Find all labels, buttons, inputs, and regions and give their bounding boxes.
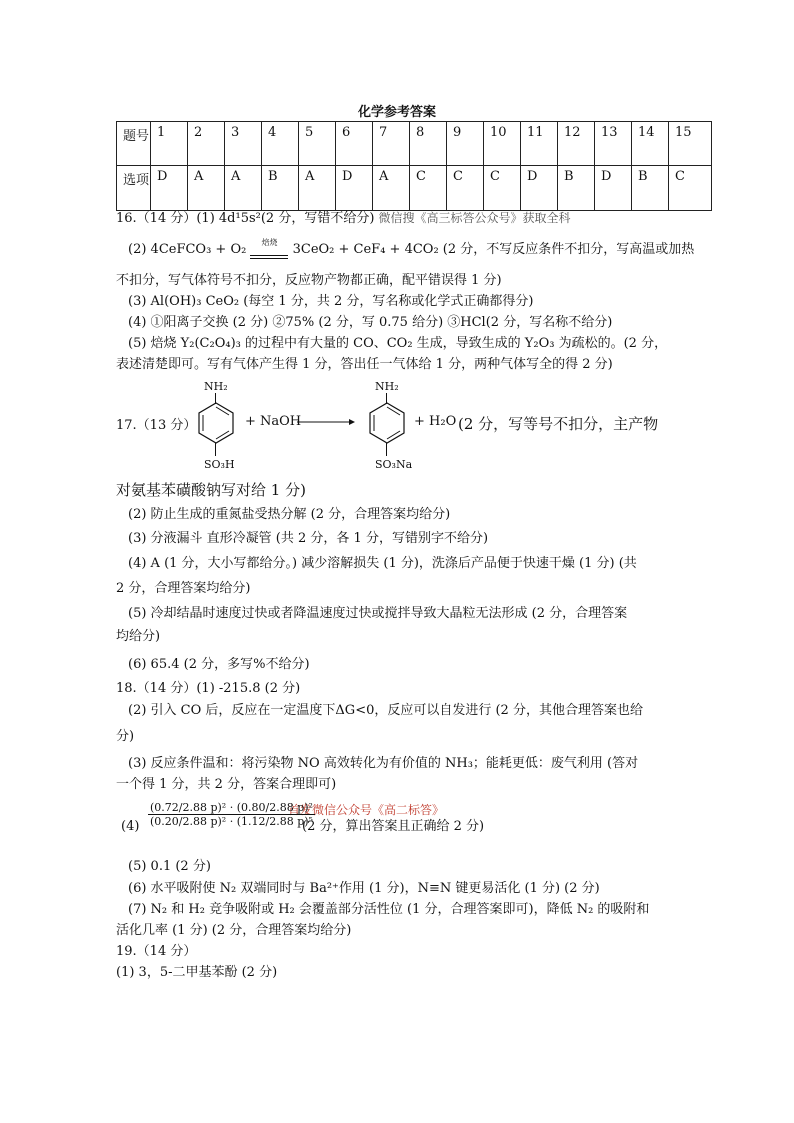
table-cell: B	[558, 166, 595, 211]
table-cell: 9	[447, 122, 484, 166]
benzene-ring-icon	[197, 402, 235, 444]
table-answer-label: 选项	[117, 166, 151, 211]
q18-line-4: (3) 反应条件温和：将污染物 NO 高效转化为有价值的 NH₃；能耗更低：废气利用 (答对	[128, 756, 639, 771]
table-cell: C	[669, 166, 712, 211]
table-cell: C	[410, 166, 447, 211]
sulfonic-acid-label: SO₃H	[204, 458, 235, 471]
watermark-text: 微信搜《高三标答公众号》获取全科	[378, 211, 571, 225]
q17-line-4: (4) A (1 分，大小写都给分。) 减少溶解损失 (1 分)，洗涤后产品便于快速干燥 (1 分) (共	[128, 556, 637, 571]
table-cell: D	[521, 166, 558, 211]
q16-line-2	[128, 238, 695, 259]
reaction-arrow-icon	[297, 416, 355, 428]
table-cell: C	[447, 166, 484, 211]
q16-line-1	[116, 209, 571, 228]
bond-line	[386, 443, 387, 456]
naoh-label: + NaOH	[245, 414, 302, 429]
q18-line-5: 一个得 1 分，共 2 分，答案合理即可)	[116, 777, 337, 792]
table-cell: A	[373, 166, 410, 211]
q17-line-7: 均给分)	[116, 629, 161, 644]
q18-line-1: 18.（14 分）(1) -215.8 (2 分)	[116, 681, 301, 696]
table-cell: A	[299, 166, 336, 211]
equilibrium-constant-expression	[148, 801, 315, 828]
q16-equation-right: 3CeO₂ + CeF₄ + 4CO₂ (2 分，不写反应条件不扣分，写高温或加热	[292, 242, 695, 257]
fraction-denominator: (0.20/2.88 p)² · (1.12/2.88 p)⁵	[150, 815, 313, 828]
q16-line-7: 表述清楚即可。写有气体产生得 1 分，答出任一气体给 1 分，两种气体写全的得 2 分)	[116, 357, 613, 372]
table-cell: 8	[410, 122, 447, 166]
table-header-label: 题号	[117, 122, 151, 166]
benzene-ring-icon	[368, 402, 406, 444]
reaction-condition: 焙烧	[261, 238, 278, 247]
watermark-text: 首发微信公众号《高二标答》	[288, 803, 445, 817]
table-cell: D	[151, 166, 188, 211]
table-cell: B	[632, 166, 669, 211]
q16-line-4: (3) Al(OH)₃ CeO₂ (每空 1 分，共 2 分，写名称或化学式正确都得分)	[128, 294, 534, 309]
table-cell: 15	[669, 122, 712, 166]
table-cell: A	[225, 166, 262, 211]
q17-line-8: (6) 65.4 (2 分，多写%不给分)	[128, 657, 310, 672]
table-cell: C	[484, 166, 521, 211]
sulfonate-label: SO₃Na	[375, 458, 413, 471]
q17-line-6: (5) 冷却结晶时速度过快或者降温速度过快或搅拌导致大晶粒无法形成 (2 分，合理答案	[128, 606, 628, 621]
q18-part4-note: (2 分，算出答案且正确给 2 分)	[302, 819, 485, 834]
page-title: 化学参考答案	[357, 105, 436, 120]
q17-label: 17.（13 分）	[116, 418, 197, 433]
table-cell: D	[336, 166, 373, 211]
table-cell: 12	[558, 122, 595, 166]
table-cell: 13	[595, 122, 632, 166]
amine-group-label: NH₂	[375, 380, 399, 393]
table-cell: 1	[151, 122, 188, 166]
table-cell: 5	[299, 122, 336, 166]
q18-line-3: 分)	[116, 729, 135, 744]
answer-table	[116, 121, 712, 211]
water-label: + H₂O	[414, 414, 457, 429]
q18-line-2: (2) 引入 CO 后，反应在一定温度下ΔG<0，反应可以自发进行 (2 分，其他合理答案也给	[128, 703, 643, 718]
table-cell: 7	[373, 122, 410, 166]
table-cell: 2	[188, 122, 225, 166]
q16-line-3: 不扣分，写气体符号不扣分，反应物产物都正确，配平错误得 1 分)	[116, 273, 502, 288]
q18-part4-label: (4)	[121, 819, 140, 834]
q17-score-note: (2 分，写等号不扣分，主产物	[458, 415, 659, 433]
q18-line-7: (5) 0.1 (2 分)	[128, 859, 211, 874]
table-cell: 11	[521, 122, 558, 166]
table-row-answers	[117, 166, 712, 211]
q19-line-2: (1) 3，5-二甲基苯酚 (2 分)	[116, 965, 278, 980]
table-cell: 4	[262, 122, 299, 166]
table-cell: 10	[484, 122, 521, 166]
q17-line-3: (3) 分液漏斗 直形冷凝管 (共 2 分，各 1 分，写错别字不给分)	[128, 531, 489, 546]
q19-line-1: 19.（14 分）	[116, 944, 197, 959]
q17-line-2: (2) 防止生成的重氮盐受热分解 (2 分，合理答案均给分)	[128, 507, 451, 522]
table-cell: D	[595, 166, 632, 211]
table-row-numbers	[117, 122, 712, 166]
q17-score-note-cont: 对氨基苯磺酸钠写对给 1 分)	[116, 481, 306, 499]
fraction-numerator: (0.72/2.88 p)² · (0.80/2.88 p)²	[150, 801, 313, 814]
q18-line-9: (7) N₂ 和 H₂ 竞争吸附或 H₂ 会覆盖部分活性位 (1 分，合理答案即可)，降低 N₂ 的吸附和	[128, 902, 650, 917]
table-cell: B	[262, 166, 299, 211]
q16-equation-left: (2) 4CeFCO₃ + O₂	[128, 242, 247, 257]
reaction-arrow	[250, 238, 288, 259]
table-cell: 3	[225, 122, 262, 166]
bond-line	[215, 443, 216, 456]
table-cell: 6	[336, 122, 373, 166]
q17-line-5: 2 分，合理答案均给分)	[116, 581, 251, 596]
q16-line-6: (5) 焙烧 Y₂(C₂O₄)₃ 的过程中有大量的 CO、CO₂ 生成，导致生成的 Y₂O₃ 为疏松的。(2 分，	[128, 336, 668, 351]
q16-text: 16.（14 分）(1) 4d¹5s²(2 分，写错不给分)	[116, 211, 375, 226]
q18-line-8: (6) 水平吸附使 N₂ 双端同时与 Ba²⁺作用 (1 分)，N≡N 键更易活化 (1 分) (2 分)	[128, 881, 600, 896]
q18-line-10: 活化几率 (1 分) (2 分，合理答案均给分)	[116, 923, 352, 938]
amine-group-label: NH₂	[204, 380, 228, 393]
table-cell: 14	[632, 122, 669, 166]
table-cell: A	[188, 166, 225, 211]
q16-line-5: (4) ①阳离子交换 (2 分) ②75% (2 分，写 0.75 给分) ③HCl(2 分，写名称不给分)	[128, 315, 613, 330]
